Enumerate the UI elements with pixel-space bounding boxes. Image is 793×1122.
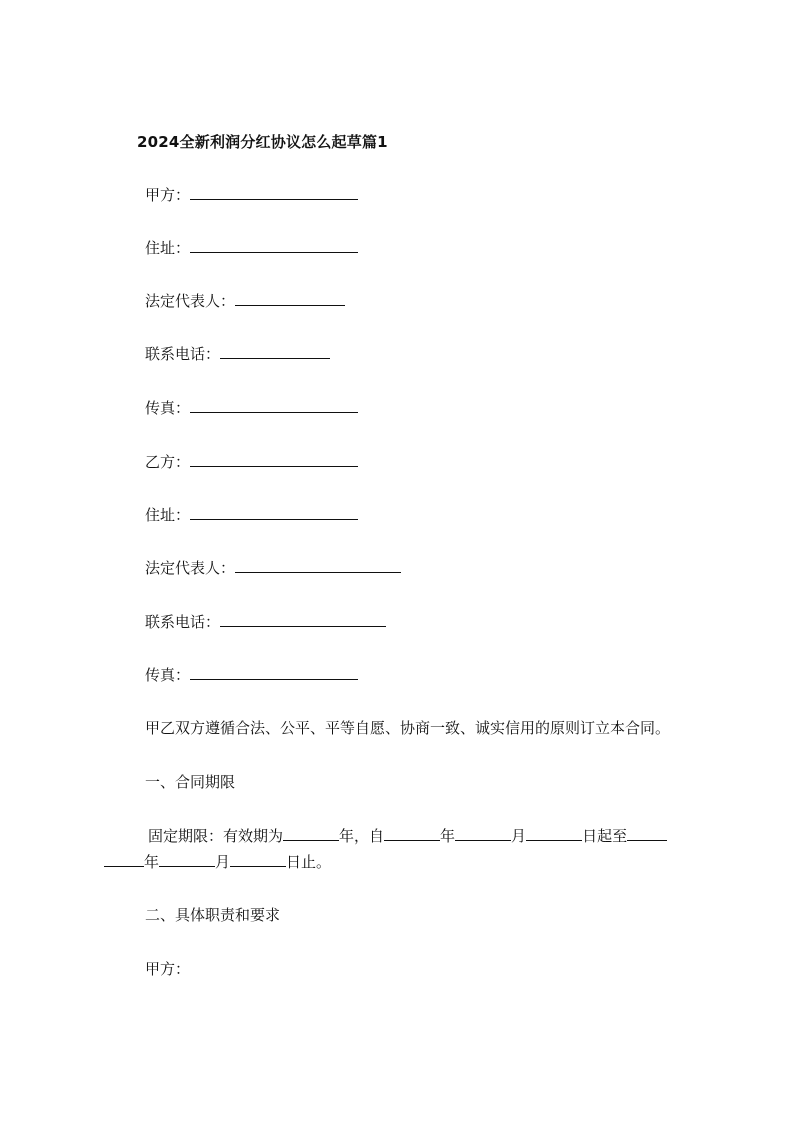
party-b-address-blank xyxy=(190,505,358,520)
start-month-label: 月 xyxy=(511,827,527,845)
party-a-legal-rep-line xyxy=(145,291,345,311)
end-day-label: 日止。 xyxy=(286,853,332,871)
party-b-name-blank xyxy=(190,452,358,467)
end-month-label: 月 xyxy=(215,853,231,871)
party-a-address-line xyxy=(145,238,358,258)
end-day-blank xyxy=(230,852,286,867)
party-a-phone-line xyxy=(145,344,330,364)
party-b-phone-label: 联系电话： xyxy=(145,613,221,631)
party-b-legal-rep-line xyxy=(145,558,401,578)
start-year-label: 年 xyxy=(440,827,456,845)
term-line-1 xyxy=(148,826,667,846)
party-a-fax-line xyxy=(145,398,358,418)
party-a-name-line xyxy=(145,185,358,205)
party-a-name-label: 甲方： xyxy=(145,186,191,204)
section-2-party-a-label: 甲方： xyxy=(145,960,191,978)
term-years-blank xyxy=(283,826,339,841)
party-a-fax-blank xyxy=(190,398,358,413)
party-b-address-line xyxy=(145,505,358,525)
party-b-fax-line xyxy=(145,665,358,685)
party-a-name-blank xyxy=(190,185,358,200)
start-day-label: 日起至 xyxy=(582,827,628,845)
term-prefix: 固定期限：有效期为 xyxy=(148,827,284,845)
party-a-address-blank xyxy=(190,238,358,253)
party-a-phone-label: 联系电话： xyxy=(145,345,221,363)
preamble-paragraph: 甲乙双方遵循合法、公平、平等自愿、协商一致、诚实信用的原则订立本合同。 xyxy=(145,719,671,737)
party-b-fax-blank xyxy=(190,665,358,680)
end-month-blank xyxy=(159,852,215,867)
start-year-blank xyxy=(384,826,440,841)
party-b-legal-rep-label: 法定代表人： xyxy=(145,559,236,577)
end-year-blank-part2 xyxy=(104,852,144,867)
party-a-phone-blank xyxy=(220,344,330,359)
section-1-heading: 一、合同期限 xyxy=(145,773,236,791)
document-title: 2024全新利润分红协议怎么起草篇1 xyxy=(137,133,388,151)
party-a-fax-label: 传真： xyxy=(145,399,191,417)
term-line-2 xyxy=(104,852,331,872)
term-year-from-label: 年，自 xyxy=(339,827,385,845)
start-day-blank xyxy=(526,826,582,841)
party-a-legal-rep-label: 法定代表人： xyxy=(145,292,236,310)
party-b-phone-blank xyxy=(220,612,386,627)
party-b-name-label: 乙方： xyxy=(145,453,191,471)
party-b-phone-line xyxy=(145,612,386,632)
party-b-name-line xyxy=(145,452,358,472)
end-year-label: 年 xyxy=(144,853,160,871)
party-b-fax-label: 传真： xyxy=(145,666,191,684)
party-a-address-label: 住址： xyxy=(145,239,191,257)
end-year-blank-part1 xyxy=(627,826,667,841)
party-b-legal-rep-blank xyxy=(235,558,401,573)
party-a-legal-rep-blank xyxy=(235,291,345,306)
party-b-address-label: 住址： xyxy=(145,506,191,524)
start-month-blank xyxy=(455,826,511,841)
section-2-heading: 二、具体职责和要求 xyxy=(145,906,281,924)
